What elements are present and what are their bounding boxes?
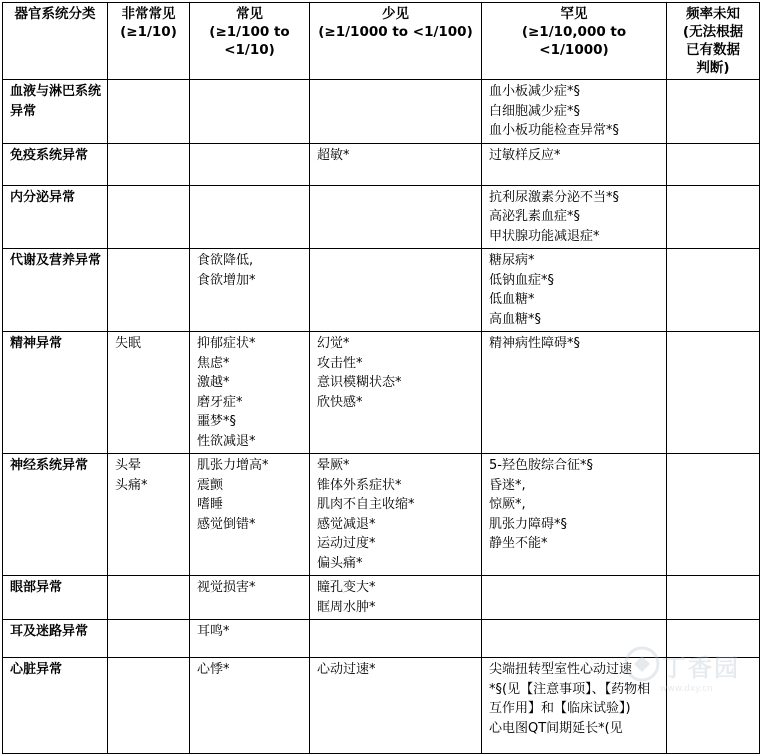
unknown-cell: [667, 143, 760, 185]
reaction-item: 锥体外系症状*: [317, 477, 402, 493]
rare-cell: [482, 249, 667, 332]
reaction-item: 甲状腺功能减退症*: [489, 228, 600, 244]
uncommon-cell: [310, 658, 482, 754]
table-row: [3, 332, 760, 454]
rare-cell: [482, 658, 667, 754]
reaction-item: 静坐不能*: [489, 536, 548, 551]
rare-cell: [482, 576, 667, 620]
reaction-item: 耳鸣*: [197, 624, 230, 639]
organ-cell: [3, 80, 108, 144]
header-uncommon: 少见 (≥1/1000 to <1/100): [310, 3, 482, 80]
reaction-item: 瞳孔变大*: [317, 580, 376, 595]
reaction-item: 食欲增加*: [197, 272, 256, 288]
organ-cell: [3, 249, 108, 332]
common-cell: [190, 576, 310, 620]
rare-cell: [482, 620, 667, 658]
unknown-cell: [667, 185, 760, 249]
uncommon-cell: [310, 143, 482, 185]
unknown-cell: [667, 576, 760, 620]
reaction-item: 5-羟色胺综合征*§: [489, 458, 593, 473]
reaction-item: 焦虑*: [197, 355, 230, 371]
table-row: [3, 620, 760, 658]
reaction-item: 精神病性障碍*§: [489, 336, 581, 351]
reaction-item: 抗利尿激素分泌不当*§: [489, 189, 620, 205]
reaction-item: 抑郁症状*: [197, 336, 256, 351]
organ-cell: [3, 658, 108, 754]
unknown-cell: [667, 620, 760, 658]
organ-label: 神经系统异常: [10, 458, 89, 473]
uncommon-cell: [310, 620, 482, 658]
very-common-cell: [108, 658, 190, 754]
reaction-item: 肌张力障碍*§: [489, 516, 568, 532]
very-common-cell: [108, 576, 190, 620]
reaction-item: 糖尿病*: [489, 253, 535, 268]
rare-cell: [482, 332, 667, 454]
reaction-item: 欣快感*: [317, 394, 363, 410]
reaction-item: 偏头痛*: [317, 555, 363, 571]
reaction-item: 幻觉*: [317, 336, 350, 351]
watermark-text: 丁香园: [662, 654, 740, 682]
unknown-cell: [667, 249, 760, 332]
reaction-item: 超敏*: [317, 147, 350, 163]
reaction-item: 昏迷*,: [489, 477, 526, 493]
reaction-item: 视觉损害*: [197, 580, 256, 595]
reaction-item: 尖端扭转型室性心动过速*§(见【注意事项】、【药物相互作用】和【临床试验】): [489, 662, 651, 716]
header-very-common: 非常常见 (≥1/10): [108, 3, 190, 80]
very-common-cell: [108, 620, 190, 658]
table-row: [3, 576, 760, 620]
adverse-reactions-table: [2, 2, 760, 754]
very-common-cell: [108, 454, 190, 576]
reaction-item: 低血糖*: [489, 292, 535, 307]
organ-label: 眼部异常: [10, 580, 63, 595]
reaction-item: 肌肉不自主收缩*: [317, 497, 415, 512]
organ-cell: [3, 454, 108, 576]
organ-label: 血液与淋巴系统异常: [10, 84, 102, 119]
reaction-item: 嗜睡: [197, 497, 224, 512]
common-cell: [190, 332, 310, 454]
uncommon-cell: [310, 454, 482, 576]
reaction-item: 失眠: [115, 336, 142, 351]
uncommon-cell: [310, 249, 482, 332]
rare-cell: [482, 185, 667, 249]
very-common-cell: [108, 80, 190, 144]
very-common-cell: [108, 185, 190, 249]
table-row: [3, 249, 760, 332]
reaction-item: 激越*: [197, 375, 230, 390]
unknown-cell: [667, 454, 760, 576]
uncommon-cell: [310, 185, 482, 249]
reaction-item: 高泌乳素血症*§: [489, 209, 581, 224]
table-row: [3, 185, 760, 249]
common-cell: [190, 658, 310, 754]
organ-cell: [3, 576, 108, 620]
unknown-cell: [667, 80, 760, 144]
reaction-item: 食欲降低,: [197, 253, 254, 268]
common-cell: [190, 454, 310, 576]
reaction-item: 攻击性*: [317, 355, 363, 371]
unknown-cell: [667, 658, 760, 754]
common-cell: [190, 249, 310, 332]
table-row: [3, 454, 760, 576]
reaction-item: 磨牙症*: [197, 394, 243, 410]
header-organ-class: 器官系统分类: [3, 3, 108, 80]
table-row: [3, 658, 760, 754]
reaction-item: 惊厥*,: [489, 497, 526, 512]
rare-cell: [482, 80, 667, 144]
reaction-item: 血小板减少症*§: [489, 84, 581, 99]
rare-cell: [482, 143, 667, 185]
organ-label: 免疫系统异常: [10, 147, 89, 163]
reaction-item: 噩梦*§: [197, 414, 237, 429]
header-unknown: 频率未知 (无法根据 已有数据 判断): [667, 3, 760, 80]
reaction-item: 意识模糊状态*: [317, 375, 402, 390]
organ-cell: [3, 332, 108, 454]
very-common-cell: [108, 143, 190, 185]
reaction-item: 白细胞减少症*§: [489, 103, 581, 119]
organ-cell: [3, 143, 108, 185]
reaction-item: 高血糖*§: [489, 311, 542, 327]
uncommon-cell: [310, 576, 482, 620]
reaction-item: 心电图QT间期延长*(见: [489, 720, 623, 736]
very-common-cell: [108, 249, 190, 332]
watermark-url: www.dxy.cn: [660, 684, 713, 694]
reaction-item: 晕厥*: [317, 458, 350, 473]
common-cell: [190, 143, 310, 185]
common-cell: [190, 185, 310, 249]
reaction-item: 肌张力增高*: [197, 458, 269, 473]
reaction-item: 眶周水肿*: [317, 599, 376, 615]
reaction-item: 震颤: [197, 477, 224, 493]
organ-label: 耳及迷路异常: [10, 624, 89, 639]
table-row: [3, 80, 760, 144]
uncommon-cell: [310, 332, 482, 454]
reaction-item: 低钠血症*§: [489, 272, 555, 288]
reaction-item: 感觉倒错*: [197, 516, 256, 532]
organ-label: 心脏异常: [10, 662, 63, 677]
uncommon-cell: [310, 80, 482, 144]
organ-cell: [3, 185, 108, 249]
common-cell: [190, 80, 310, 144]
reaction-item: 运动过度*: [317, 536, 376, 551]
reaction-item: 感觉减退*: [317, 516, 376, 532]
reaction-item: 头晕: [115, 458, 142, 473]
organ-label: 代谢及营养异常: [10, 253, 102, 268]
reaction-item: 心动过速*: [317, 662, 376, 677]
organ-cell: [3, 620, 108, 658]
common-cell: [190, 620, 310, 658]
rare-cell: [482, 454, 667, 576]
reaction-item: 性欲减退*: [197, 433, 256, 449]
reaction-item: 过敏样反应*: [489, 147, 561, 163]
reaction-item: 心悸*: [197, 662, 230, 677]
organ-label: 内分泌异常: [10, 189, 76, 205]
reaction-item: 头痛*: [115, 477, 148, 493]
header-common: 常见 (≥1/100 to <1/10): [190, 3, 310, 80]
reaction-item: 血小板功能检查异常*§: [489, 123, 620, 138]
very-common-cell: [108, 332, 190, 454]
header-rare: 罕见 (≥1/10,000 to <1/1000): [482, 3, 667, 80]
table-row: [3, 143, 760, 185]
unknown-cell: [667, 332, 760, 454]
organ-label: 精神异常: [10, 336, 63, 351]
table-header-row: [3, 3, 760, 80]
